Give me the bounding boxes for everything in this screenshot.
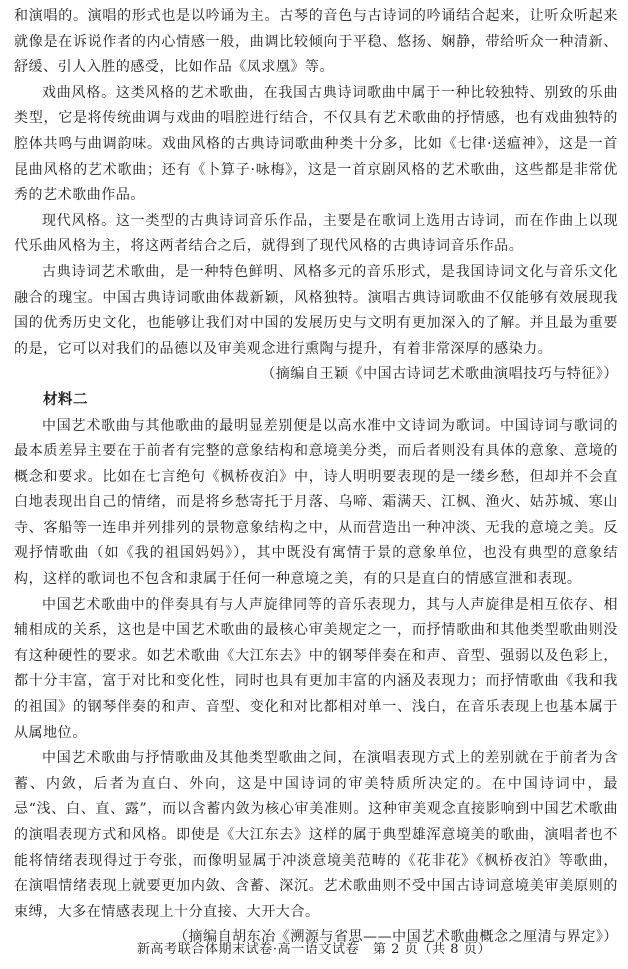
paragraph-material2-2: 中国艺术歌曲中的伴奏具有与人声旋律同等的音乐表现力，其与人声旋律是相互依存、相辅相成的关系，这也是中国艺术歌曲的最核心审美规定之一，而抒情歌曲和其他类型歌曲则没有这种硬性的要求。如艺术歌曲《大江东去》中的钢琴伴奏在和声、音型、强弱以及色彩上，都十分丰富，富于对比和变化性，同时也具有更加丰富的内涵及表现力；而抒情歌曲《我和我的祖国》的钢琴伴奏的和声、音型、变化和对比都相对单一、浅白，在音乐表现上也基本属于从属地位。 <box>14 596 618 741</box>
paragraph-modern-style: 现代风格。这一类型的古典诗词音乐作品，主要是在歌词上选用古诗词，而在作曲上以现代乐曲风格为主，将这两者结合之后，就得到了现代风格的古典诗词音乐作品。 <box>14 212 618 255</box>
paragraph-summary: 古典诗词艺术歌曲，是一种特色鲜明、风格多元的音乐形式，是我国诗词文化与音乐文化融合的瑰宝。中国古典诗词歌曲体裁新颖，风格独特。演唱古典诗词歌曲不仅能够有效展现我国的优秀历史文化，也能够让我们对中国的发展历史与文明有更加深入的了解。并且最为重要的是，它可以对我们的品德以及审美观念进行熏陶与提升，有着非常深厚的感染力。 <box>14 263 618 357</box>
page-content <box>14 4 618 951</box>
paragraph-material2-3: 中国艺术歌曲与抒情歌曲及其他类型歌曲之间，在演唱表现方式上的差别就在于前者为含蓄、内敛，后者为直白、外向，这是中国诗词的审美特质所决定的。在中国诗词中，最忌“浅、白、直、露”，而以含蓄内敛为核心审美准则。这种审美观念直接影响到中国艺术歌曲的演唱表现方式和风格。即使是《大江东去》这样的属于典型雄浑意境美的歌曲，演唱者也不能将情绪表现得过于夸张，而像明显属于冲淡意境美范畴的《花非花》《枫桥夜泊》等歌曲，在演唱情绪表现上就要更加内敛、含蓄、深沉。艺术歌曲则不受中国古诗词意境美审美原则的束缚，大多在情感表现上十分直接、大开大合。 <box>14 750 618 920</box>
source-citation-1: （摘编自王颖《中国古诗词艺术歌曲演唱技巧与特征》） <box>261 366 618 383</box>
source-citation-2: （摘编自胡东冶《溯源与省思——中国艺术歌曲概念之厘清与界定》） <box>173 929 618 946</box>
page-footer: 新高考联合体期末试卷·高一语文试卷 第 2 页（共 8 页） <box>136 942 492 957</box>
paragraph-opera-style: 戏曲风格。这类风格的艺术歌曲，在我国古典诗词歌曲中属于一种比较独特、别致的乐曲类型，它是将传统曲调与戏曲的唱腔进行结合，不仅具有艺术歌曲的抒情感，也有戏曲独特的腔体共鸣与曲调韵味。戏曲风格的古典诗词歌曲种类十分多，比如《七律·送瘟神》，这是一首昆曲风格的艺术歌曲；还有《卜算子·咏梅》，这是一首京剧风格的艺术歌曲，这些都是非常优秀的艺术歌曲作品。 <box>14 84 618 204</box>
material-two-heading: 材料二 <box>43 391 88 408</box>
paragraph-intro: 和演唱的。演唱的形式也是以吟诵为主。古琴的音色与古诗词的吟诵结合起来，让听众听起来就像是在诉说作者的内心情感一般，曲调比较倾向于平稳、悠扬、娴静，带给听众一种清新、舒缓、引人入胜的感受，比如作品《凤求凰》等。 <box>14 8 618 76</box>
paragraph-material2-1: 中国艺术歌曲与其他歌曲的最明显差别便是以高水准中文诗词为歌词。中国诗词与歌词的最本质差异主要在于前者有完整的意象结构和意境美分类，而后者则没有具体的意象、意境的概念和要求。比如在七言绝句《枫桥夜泊》中，诗人明明要表现的是一缕乡愁，但却并不会直白地表现出自己的情绪，而是将乡愁寄托于月落、乌啼、霜满天、江枫、渔火、姑苏城、寒山寺、客船等一连串并列排列的景物意象结构之中，从而营造出一种冲淡、无我的意境之美。反观抒情歌曲（如《我的祖国妈妈》），其中既没有寓情于景的意象单位，也没有典型的意象结构，这样的歌词也不包含和隶属于任何一种意境之美，有的只是直白的情感宣泄和表现。 <box>14 417 618 588</box>
